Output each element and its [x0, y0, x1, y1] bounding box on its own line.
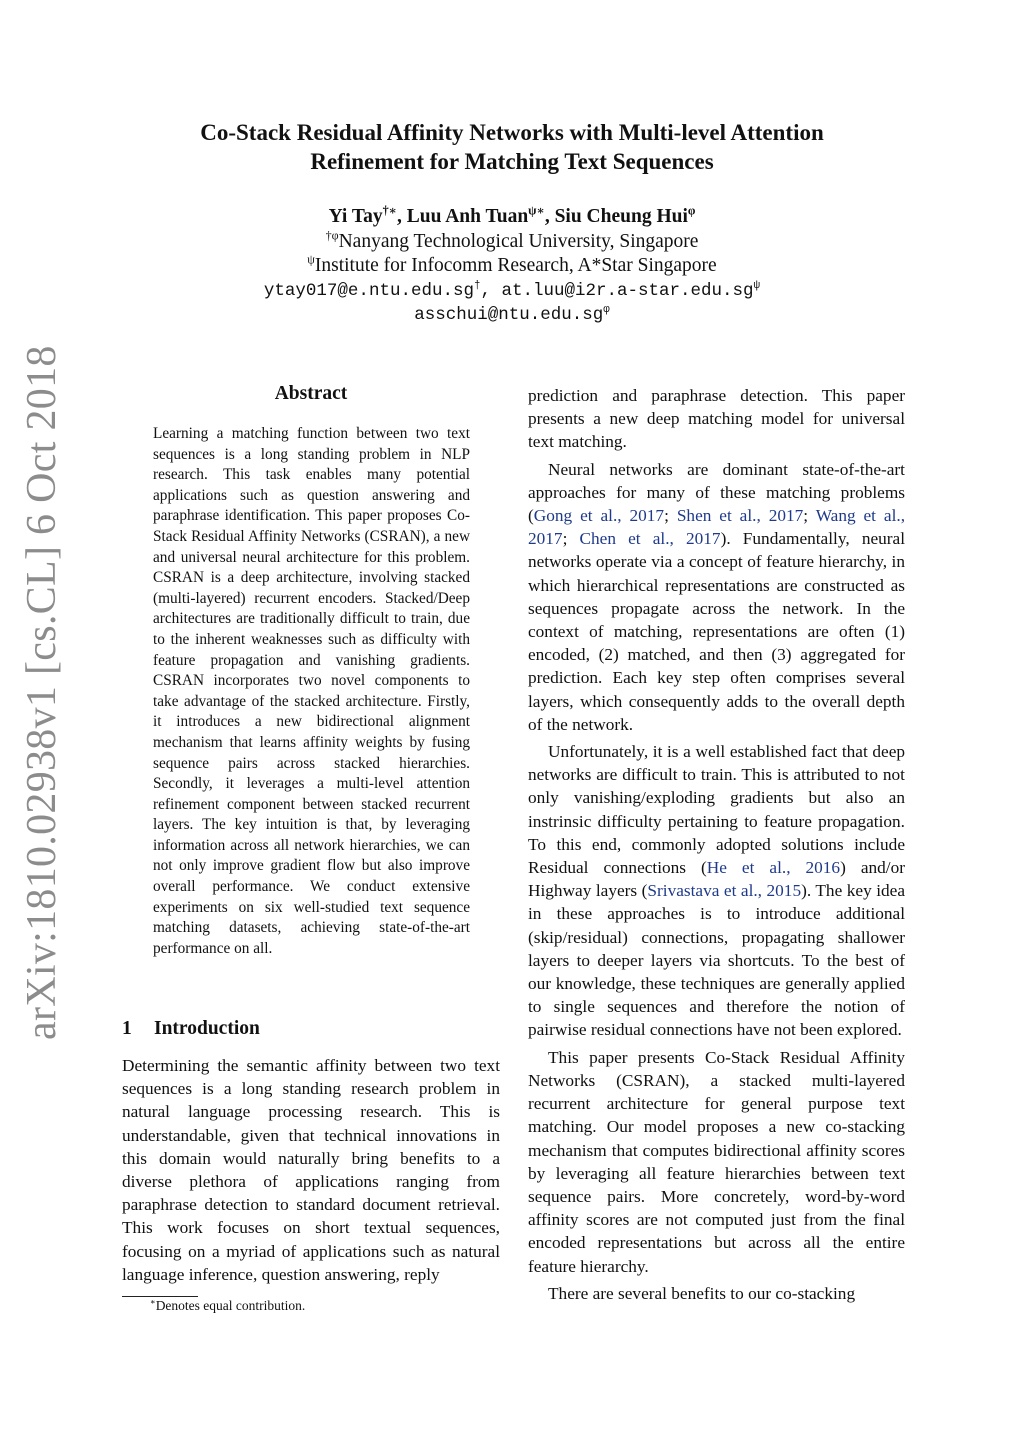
citation-shen-2017[interactable]: Shen et al., 2017	[676, 506, 804, 526]
section-title: Introduction	[154, 1018, 260, 1039]
title-line-1: Co-Stack Residual Affinity Networks with Multi-level Attention	[200, 120, 824, 145]
footnote-mark: ∗	[150, 1297, 156, 1307]
author-names	[120, 205, 904, 230]
affiliation-2-text: Institute for Infocomm Research, A*Star Singapore	[314, 255, 717, 276]
p3-text-c: ). The key idea in these approaches is to introduce additional (skip/residual) connections, propagating shallower layers to deeper layers via shortcuts. To the best of our knowledge, these techniques are generally applied to single sequences and therefore the notion of pairwise residual connections have not been explored.	[528, 881, 906, 1040]
author-2-mark: ψ∗	[528, 203, 545, 218]
email-3-mark: φ	[603, 304, 610, 317]
p2-text-b: ). Fundamentally, neural networks operate via a concept of feature hierarchy, in which hierarchical representations are constructed as sequences propagate across the network. In the context of matching, representations are often (1) encoded, (2) matched, and then (3) aggregated for prediction. Each key step often comprises several layers, which consequently adds to the overall depth of the network.	[528, 529, 905, 734]
right-paragraph-3	[528, 740, 905, 1042]
abstract-heading: Abstract	[274, 383, 348, 404]
affiliation-1	[120, 230, 904, 255]
citation-he-2016[interactable]: He et al., 2016	[706, 858, 841, 878]
email-1[interactable]: ytay017@e.ntu.edu.sg	[263, 280, 474, 301]
p2-text-a: Neural networks are dominant state-of-the-art approaches for many of these matching problems (	[528, 459, 905, 526]
citation-sep: ;	[803, 506, 816, 526]
right-paragraph-4: This paper presents Co-Stack Residual Affinity Networks (CSRAN), a stacked multi-layered recurrent architecture for general purpose text matching. Our model proposes a new co-stacking mechanism that computes bidirectional affinity scores by leveraging all feature hierarchies between text sequence pairs. More concretely, word-by-word affinity scores are not computed just from the final encoded representations but across all the entire feature hierarchy.	[528, 1047, 905, 1276]
section-number: 1	[122, 1018, 132, 1039]
author-1: Yi Tay	[328, 206, 383, 227]
intro-paragraph-1: Determining the semantic affinity between two text sequences is a long standing research problem in natural language processing research. This is understandable, given that technical innovations in this domain would naturally bring benefits to a diverse plethora of applications ranging from paraphrase detection to standard document retrieval. This work focuses on short textual sequences, focusing on a myriad of applications such as natural language inference, question answering, reply	[122, 1056, 500, 1284]
footnote-text: Denotes equal contribution.	[155, 1298, 306, 1313]
footnote	[150, 1298, 305, 1314]
affiliation-2-mark: ψ	[307, 252, 315, 267]
right-paragraph-2	[528, 458, 905, 736]
author-1-mark: †∗	[382, 203, 397, 218]
citation-wang-2017[interactable]: Wang et al., 2017	[528, 506, 906, 549]
citation-sep: ;	[562, 529, 580, 549]
right-column	[528, 384, 905, 1305]
author-sep: ,	[396, 206, 407, 227]
p3-text-a: Unfortunately, it is a well established fact that deep networks are difficult to train. This is attributed to not only vanishing/exploding gradients but also an instrinsic difficulty pertaining to feature propagation. To this end, commonly adopted solutions include Residual connections (	[528, 742, 905, 878]
author-3: Siu Cheung Hui	[554, 206, 688, 227]
arxiv-stamp: arXiv:1810.02938v1 [cs.CL] 6 Oct 2018	[19, 345, 65, 1040]
email-2[interactable]: at.luu@i2r.a-star.edu.sg	[501, 280, 754, 301]
email-3[interactable]: asschui@ntu.edu.sg	[414, 305, 604, 325]
affiliation-1-mark: †φ	[325, 228, 339, 242]
abstract-text: Learning a matching function between two text sequences is a long standing problem in NLP research. This task enables many potential applications such as question answering and paraphrase identification. This paper proposes Co-Stack Residual Affinity Networks (CSRAN), a new and universal neural architecture for this problem. CSRAN is a deep architecture, involving stacked (multi-layered) recurrent encoders. Stacked/Deep architectures are traditionally difficult to train, due to the inherent weaknesses such as difficulty with feature propagation and vanishing gradients. CSRAN incorporates two novel components to take advantage of the stacked architecture. Firstly, it introduces a new bidirectional alignment mechanism that learns affinity weights by fusing sequence pairs across stacked hierarchies. Secondly, it leverages a multi-level attention refinement component between stacked recurrent layers. The key intuition is that, by leveraging information across all network hierarchies, we can not only improve gradient flow but also improve overall performance. We conduct extensive experiments on six well-studied text sequence matching datasets, achieving state-of-the-art performance on all.	[153, 425, 470, 957]
author-block	[120, 205, 904, 328]
email-2-mark: ψ	[753, 279, 761, 292]
right-paragraph-1: prediction and paraphrase detection. This paper presents a new deep matching model for universal text matching.	[528, 386, 905, 452]
citation-sep: ;	[664, 506, 677, 526]
email-sep: ,	[480, 280, 502, 301]
email-1-mark: †	[473, 279, 481, 292]
citation-gong-2017[interactable]: Gong et al., 2017	[533, 506, 665, 526]
footnote-rule	[122, 1296, 198, 1297]
right-paragraph-5: There are several benefits to our co-stacking	[548, 1283, 856, 1303]
title-line-2: Refinement for Matching Text Sequences	[310, 149, 714, 174]
citation-chen-2017[interactable]: Chen et al., 2017	[579, 529, 721, 549]
citation-srivastava-2015[interactable]: Srivastava et al., 2015	[647, 881, 802, 901]
affiliation-2	[120, 254, 904, 279]
author-2: Luu Anh Tuan	[406, 206, 529, 227]
email-line-1	[120, 279, 904, 304]
paper-title	[120, 118, 904, 176]
author-sep: ,	[544, 206, 555, 227]
affiliation-1-text: Nanyang Technological University, Singapore	[338, 230, 699, 252]
section-heading-introduction	[122, 1018, 260, 1040]
p3-text-b: ) and/or Highway layers (	[528, 858, 905, 901]
author-3-mark: φ	[687, 203, 696, 218]
email-line-2	[120, 303, 904, 328]
